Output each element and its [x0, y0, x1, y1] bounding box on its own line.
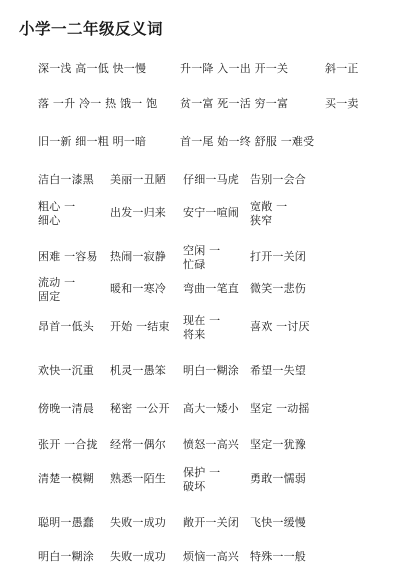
antonym-pair: 明白一糊涂	[183, 364, 239, 377]
antonym-pair: 愤怒一高兴	[183, 438, 239, 451]
antonym-pair: 弯曲一笔直	[183, 282, 239, 295]
antonym-pair: 首一尾 始一终 舒服 一难受	[180, 135, 315, 148]
antonym-pair: 傍晚一清晨	[38, 402, 94, 415]
antonym-pair: 旧一新 细一粗 明一暗	[38, 135, 147, 148]
antonym-pair: 安宁一喧闹	[183, 206, 239, 219]
antonym-pair: 烦恼一高兴	[183, 550, 239, 563]
antonym-pair: 秘密 一公开	[110, 402, 170, 415]
antonym-pair: 困难 一容易	[38, 250, 98, 263]
antonym-pair: 经常一偶尔	[110, 438, 166, 451]
page-title: 小学一二年级反义词	[19, 20, 164, 38]
antonym-pair: 宽敞 一 狭窄	[250, 200, 288, 227]
antonym-pair: 斜一正	[325, 62, 359, 75]
antonym-pair: 开始 一结束	[110, 320, 170, 333]
antonym-pair: 张开 一合拢	[38, 438, 98, 451]
antonym-pair: 喜欢 一讨厌	[250, 320, 310, 333]
antonym-pair: 暖和一寒冷	[110, 282, 166, 295]
antonym-pair: 深一浅 高一低 快一慢	[38, 62, 147, 75]
antonym-pair: 买一卖	[325, 97, 359, 110]
antonym-pair: 热闹一寂静	[110, 250, 166, 263]
antonym-pair: 现在 一 将来	[183, 314, 221, 341]
antonym-pair: 粗心 一 细心	[38, 200, 76, 227]
antonym-pair: 仔细一马虎	[183, 173, 239, 186]
antonym-pair: 告别一会合	[250, 173, 306, 186]
antonym-pair: 聪明一愚蠢	[38, 516, 94, 529]
antonym-pair: 机灵一愚笨	[110, 364, 166, 377]
antonym-pair: 高大一矮小	[183, 402, 239, 415]
antonym-pair: 微笑一悲伤	[250, 282, 306, 295]
antonym-pair: 失败一成功	[110, 550, 166, 563]
antonym-pair: 欢快一沉重	[38, 364, 94, 377]
antonym-pair: 洁白一漆黑	[38, 173, 94, 186]
antonym-pair: 熟悉一陌生	[110, 472, 166, 485]
antonym-pair: 希望一失望	[250, 364, 306, 377]
antonym-pair: 升一降 入一出 开一关	[180, 62, 289, 75]
antonym-pair: 出发一归来	[110, 206, 166, 219]
antonym-pair: 贫一富 死一活 穷一富	[180, 97, 289, 110]
antonym-pair: 流动 一 固定	[38, 276, 76, 303]
antonym-pair: 打开一关闭	[250, 250, 306, 263]
antonym-pair: 飞快一缓慢	[250, 516, 306, 529]
antonym-pair: 明白一糊涂	[38, 550, 94, 563]
antonym-pair: 勇敢一懦弱	[250, 472, 306, 485]
antonym-pair: 敞开一关闭	[183, 516, 239, 529]
antonym-pair: 空闲 一 忙碌	[183, 244, 221, 271]
antonym-pair: 落 一升 冷一 热 饿一 饱	[38, 97, 158, 110]
antonym-pair: 昂首一低头	[38, 320, 94, 333]
antonym-pair: 特殊一一般	[250, 550, 306, 563]
antonym-pair: 失败一成功	[110, 516, 166, 529]
antonym-pair: 保护 一 破坏	[183, 466, 221, 493]
antonym-pair: 美丽一丑陋	[110, 173, 166, 186]
antonym-pair: 清楚一模糊	[38, 472, 94, 485]
antonym-pair: 坚定一犹豫	[250, 438, 306, 451]
antonym-pair: 坚定 一动摇	[250, 402, 310, 415]
